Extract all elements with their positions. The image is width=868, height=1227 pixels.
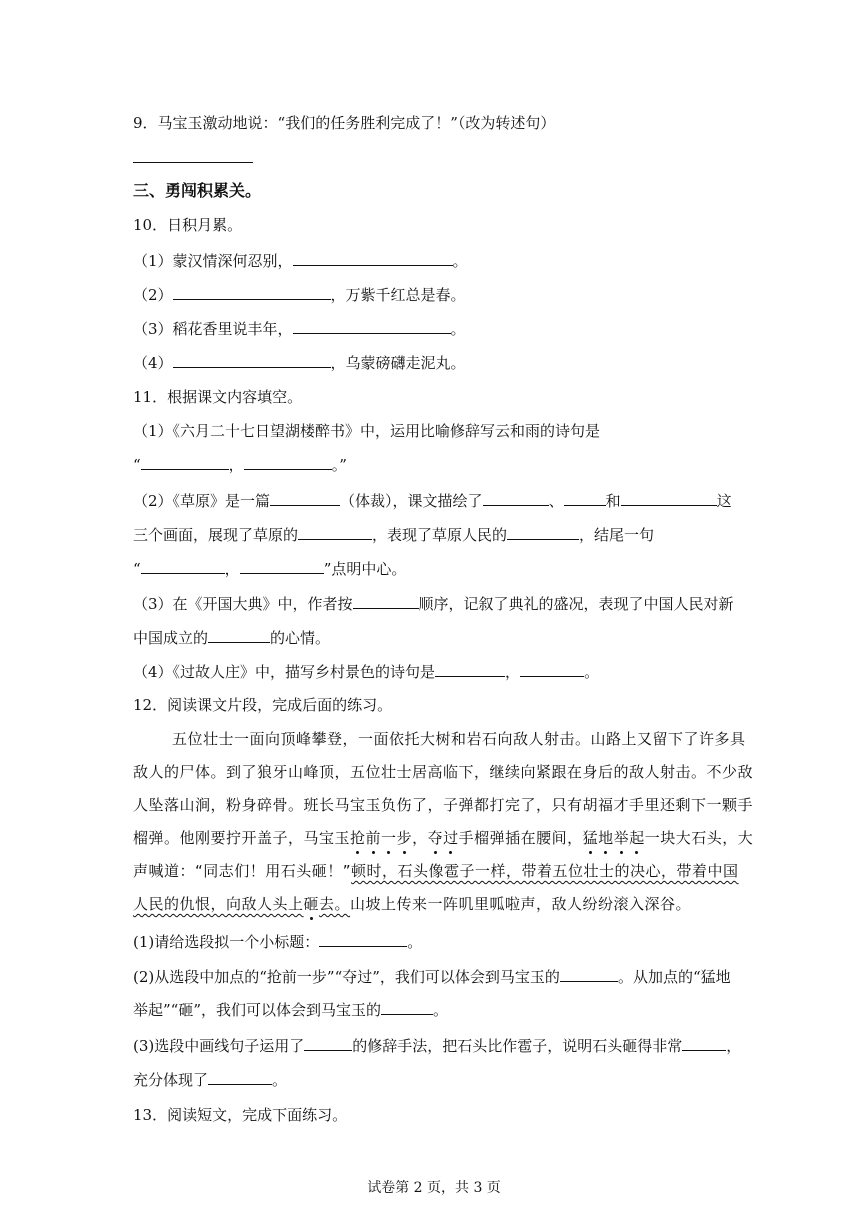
q12-sub-3-line-1: (3)选段中画线句子运用了 的修辞手法，把石头比作雹子，说明石头砸得非常 ， <box>133 1034 741 1057</box>
q10-item-1: （1）蒙汉情深何忍别， 。 <box>133 249 468 272</box>
emphasis-dot-char: 过 <box>443 829 459 847</box>
q11-part-2-line-2: 三个画面，展现了草原的 ，表现了草原人民的 ，结尾一句 <box>133 523 654 546</box>
q11-p2-blank-scene-3[interactable] <box>621 489 717 506</box>
q10-blank-3[interactable] <box>293 317 451 334</box>
q12-title: 12．阅读课文片段，完成后面的练习。 <box>133 696 393 714</box>
q9-answer-blank[interactable] <box>133 146 253 169</box>
q11-part-3-line-2: 中国成立的 的心情。 <box>133 626 330 649</box>
q10-item-4: （4） ，乌蒙磅礴走泥丸。 <box>133 351 466 374</box>
q13-title: 13．阅读短文，完成下面练习。 <box>133 1106 348 1124</box>
emphasis-dot-char: 步 <box>396 829 413 847</box>
q11-p2-blank-grassland[interactable] <box>298 523 372 540</box>
q12-s2-blank-2[interactable] <box>381 998 433 1015</box>
emphasis-dot-char: 猛 <box>582 829 599 847</box>
q11-part-1-line-1: （1）《六月二十七日望湖楼醉书》中，运用比喻修辞写云和雨的诗句是 <box>133 422 601 440</box>
q10-title: 10．日积月累。 <box>133 216 243 234</box>
q12-passage-line-3: 人坠落山涧，粉身碎骨。班长马宝玉负伤了，子弹都打完了，只有胡福才手里还剩下一颗手 <box>133 796 754 814</box>
q11-part-2-line-1: （2）《草原》是一篇 （体裁），课文描绘了 、 和 这 <box>133 489 732 512</box>
q11-p2-blank-genre[interactable] <box>270 489 340 506</box>
q12-s3-blank-spirit[interactable] <box>208 1068 272 1085</box>
emphasis-dot-char: 抢 <box>350 829 366 847</box>
q11-p2-blank-ending-1[interactable] <box>141 557 225 574</box>
emphasis-dot-char: 举 <box>613 829 630 847</box>
q11-p3-blank-order[interactable] <box>353 592 419 609</box>
emphasis-dot-char: 一 <box>381 829 397 847</box>
emphasis-dot-char: 夺 <box>427 829 444 847</box>
q11-p1-blank-1[interactable] <box>141 453 229 470</box>
q11-p2-blank-scene-1[interactable] <box>483 489 549 506</box>
q11-part-1-line-2: “ ， 。” <box>133 453 347 476</box>
page-footer: 试卷第 2 页，共 3 页 <box>367 1180 501 1196</box>
q12-dotted-za <box>304 895 320 913</box>
q10-blank-1[interactable] <box>293 249 453 266</box>
q12-underlined-sentence-part-2: 人民的仇恨，向敌人头上砸去。 <box>133 895 351 913</box>
q11-p2-blank-ending-2[interactable] <box>240 557 324 574</box>
q11-part-3-line-1: （3）在《开国大典》中，作者按 顺序，记叙了典礼的盛况，表现了中国人民对新 <box>133 592 734 615</box>
q10-blank-2[interactable] <box>173 283 331 300</box>
q10-item-2: （2） ，万紫千红总是春。 <box>133 283 466 306</box>
q12-passage-line-2: 敌人的尸体。到了狼牙山峰顶，五位壮士居高临下，继续向紧跟在身后的敌人射击。不少敌 <box>133 763 754 781</box>
q12-dotted-duoguo <box>428 829 459 847</box>
q11-title: 11．根据课文内容填空。 <box>133 388 303 406</box>
q12-sub-1: (1)请给选段拟一个小标题： 。 <box>133 930 422 953</box>
q12-passage-line-4: 榴弹。他刚要拧开盖子，马宝玉抢前一步，夺过手榴弹插在腰间，猛地举起一块大石头，大 <box>133 829 754 847</box>
emphasis-dot-char: 前 <box>365 829 382 847</box>
q12-sub-3-line-2: 充分体现了 。 <box>133 1068 287 1091</box>
q12-passage-line-6: 人民的仇恨，向敌人头上砸去。山坡上传来一阵叽里呱啦声，敌人纷纷滚入深谷。 <box>133 895 692 913</box>
q11-p2-blank-people[interactable] <box>507 523 579 540</box>
q11-part-2-line-3: “ ， ”点明中心。 <box>133 557 406 580</box>
emphasis-dot-char: 砸 <box>303 895 320 913</box>
q12-s3-blank-degree[interactable] <box>682 1034 726 1051</box>
q12-s3-blank-rhetoric[interactable] <box>304 1034 352 1051</box>
section-3-title: 三、勇闯积累关。 <box>133 181 262 200</box>
emphasis-dot-char: 起 <box>629 829 645 847</box>
q10-blank-4[interactable] <box>173 351 331 368</box>
q11-p2-blank-scene-2[interactable] <box>564 489 606 506</box>
q11-p3-blank-feeling[interactable] <box>208 626 270 643</box>
q12-passage-line-5: 声喊道：“同志们！用石头砸！”顿时，石头像雹子一样，带着五位壮士的决心，带着中国 <box>133 862 739 880</box>
q12-sub-2-line-1: (2)从选段中加点的“抢前一步”“夺过”，我们可以体会到马宝玉的 。从加点的“猛地 <box>133 965 731 988</box>
q12-s2-blank-1[interactable] <box>560 965 618 982</box>
q11-p4-blank-2[interactable] <box>520 660 584 677</box>
q11-p4-blank-1[interactable] <box>435 660 505 677</box>
q12-underlined-sentence-part-1: 顿时，石头像雹子一样，带着五位壮士的决心，带着中国 <box>351 862 739 880</box>
q12-dotted-qiangqianyibu <box>350 829 412 847</box>
q10-item-3: （3）稻花香里说丰年， 。 <box>133 317 466 340</box>
q11-part-4: （4）《过故人庄》中，描写乡村景色的诗句是 ， 。 <box>133 660 599 683</box>
q9-prompt: 9．马宝玉激动地说：“我们的任务胜利完成了！”（改为转述句） <box>133 114 556 132</box>
q12-sub-2-line-2: 举起”“砸”，我们可以体会到马宝玉的 。 <box>133 998 448 1021</box>
emphasis-dot-char: 地 <box>598 829 614 847</box>
q12-dotted-mengdijuqi <box>583 829 645 847</box>
q12-s1-blank-title[interactable] <box>319 930 407 947</box>
q12-passage-line-1: 五位壮士一面向顶峰攀登，一面依托大树和岩石向敌人射击。山路上又留下了许多具 <box>172 730 746 748</box>
q11-p1-blank-2[interactable] <box>244 453 332 470</box>
